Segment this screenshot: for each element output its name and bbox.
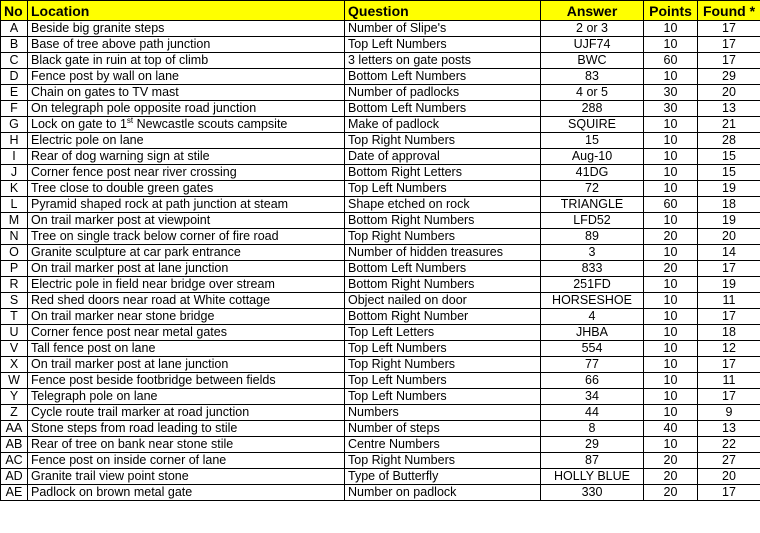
header-question: Question xyxy=(345,1,541,21)
cell-location: Cycle route trail marker at road junction xyxy=(28,405,345,421)
cell-no: X xyxy=(1,357,28,373)
table-row xyxy=(1,325,760,341)
cell-no: W xyxy=(1,373,28,389)
cell-points: 20 xyxy=(644,229,698,245)
table-row xyxy=(1,53,760,69)
cell-answer: 833 xyxy=(541,261,644,277)
cell-location: Chain on gates to TV mast xyxy=(28,85,345,101)
header-answer: Answer xyxy=(541,1,644,21)
cell-no: P xyxy=(1,261,28,277)
cell-question: Top Right Numbers xyxy=(345,453,541,469)
cell-question: Bottom Left Numbers xyxy=(345,101,541,117)
header-row xyxy=(1,1,760,21)
cell-answer: 4 or 5 xyxy=(541,85,644,101)
cell-answer: 3 xyxy=(541,245,644,261)
cell-points: 20 xyxy=(644,469,698,485)
cell-location: On trail marker post at lane junction xyxy=(28,261,345,277)
cell-location: Fence post by wall on lane xyxy=(28,69,345,85)
cell-points: 20 xyxy=(644,261,698,277)
cell-points: 10 xyxy=(644,341,698,357)
cell-points: 10 xyxy=(644,309,698,325)
table-row xyxy=(1,21,760,37)
cell-found: 27 xyxy=(698,453,760,469)
cell-no: AC xyxy=(1,453,28,469)
table-row xyxy=(1,453,760,469)
cell-question: Number on padlock xyxy=(345,485,541,501)
cell-points: 20 xyxy=(644,453,698,469)
cell-answer: 554 xyxy=(541,341,644,357)
cell-location: Fence post on inside corner of lane xyxy=(28,453,345,469)
cell-answer: 34 xyxy=(541,389,644,405)
cell-answer: 15 xyxy=(541,133,644,149)
cell-question: Numbers xyxy=(345,405,541,421)
table-row xyxy=(1,181,760,197)
cell-points: 30 xyxy=(644,85,698,101)
location-superscript: st xyxy=(126,116,134,125)
cell-answer: 72 xyxy=(541,181,644,197)
cell-answer: TRIANGLE xyxy=(541,197,644,213)
cell-found: 14 xyxy=(698,245,760,261)
cell-points: 10 xyxy=(644,37,698,53)
cell-answer: 89 xyxy=(541,229,644,245)
table-row xyxy=(1,117,760,133)
cell-answer: 2 or 3 xyxy=(541,21,644,37)
cell-answer: HOLLY BLUE xyxy=(541,469,644,485)
cell-question: Bottom Right Number xyxy=(345,309,541,325)
cell-answer: BWC xyxy=(541,53,644,69)
cell-question: Shape etched on rock xyxy=(345,197,541,213)
cell-no: K xyxy=(1,181,28,197)
cell-found: 19 xyxy=(698,213,760,229)
cell-answer: 8 xyxy=(541,421,644,437)
cell-question: Top Left Numbers xyxy=(345,373,541,389)
cell-points: 60 xyxy=(644,53,698,69)
cell-found: 17 xyxy=(698,389,760,405)
cell-no: M xyxy=(1,213,28,229)
cell-points: 10 xyxy=(644,389,698,405)
cell-answer: 29 xyxy=(541,437,644,453)
cell-question: Top Left Numbers xyxy=(345,181,541,197)
cell-question: Make of padlock xyxy=(345,117,541,133)
cell-answer: SQUIRE xyxy=(541,117,644,133)
cell-answer: 41DG xyxy=(541,165,644,181)
cell-no: AE xyxy=(1,485,28,501)
cell-location: Rear of tree on bank near stone stile xyxy=(28,437,345,453)
cell-found: 11 xyxy=(698,293,760,309)
cell-question: Object nailed on door xyxy=(345,293,541,309)
cell-location: Rear of dog warning sign at stile xyxy=(28,149,345,165)
cell-answer: 44 xyxy=(541,405,644,421)
cell-question: Number of Slipe's xyxy=(345,21,541,37)
cell-no: Y xyxy=(1,389,28,405)
cell-answer: 87 xyxy=(541,453,644,469)
cell-location: Tall fence post on lane xyxy=(28,341,345,357)
cell-location: Granite sculpture at car park entrance xyxy=(28,245,345,261)
table-row xyxy=(1,149,760,165)
table-body xyxy=(1,21,760,501)
cell-location: Electric pole on lane xyxy=(28,133,345,149)
cell-location: Pyramid shaped rock at path junction at steam xyxy=(28,197,345,213)
cell-no: AB xyxy=(1,437,28,453)
cell-no: L xyxy=(1,197,28,213)
cell-location: Tree on single track below corner of fire road xyxy=(28,229,345,245)
table-row xyxy=(1,213,760,229)
cell-no: U xyxy=(1,325,28,341)
table-row xyxy=(1,437,760,453)
cell-found: 17 xyxy=(698,261,760,277)
cell-found: 21 xyxy=(698,117,760,133)
cell-found: 20 xyxy=(698,85,760,101)
cell-no: S xyxy=(1,293,28,309)
cell-points: 10 xyxy=(644,21,698,37)
cell-question: Top Right Numbers xyxy=(345,357,541,373)
cell-location: Base of tree above path junction xyxy=(28,37,345,53)
cell-no: A xyxy=(1,21,28,37)
cell-no: J xyxy=(1,165,28,181)
cell-location: Stone steps from road leading to stile xyxy=(28,421,345,437)
cell-found: 22 xyxy=(698,437,760,453)
cell-question: Top Left Numbers xyxy=(345,341,541,357)
cell-location: Corner fence post near river crossing xyxy=(28,165,345,181)
cell-found: 29 xyxy=(698,69,760,85)
cell-question: Top Left Numbers xyxy=(345,37,541,53)
table-row xyxy=(1,37,760,53)
cell-no: F xyxy=(1,101,28,117)
cell-found: 20 xyxy=(698,469,760,485)
cell-found: 15 xyxy=(698,149,760,165)
cell-location: Red shed doors near road at White cottage xyxy=(28,293,345,309)
cell-location: Granite trail view point stone xyxy=(28,469,345,485)
cell-points: 10 xyxy=(644,325,698,341)
cell-points: 10 xyxy=(644,277,698,293)
location-text-rest: Newcastle scouts campsite xyxy=(133,117,288,131)
cell-points: 10 xyxy=(644,213,698,229)
cell-no: AA xyxy=(1,421,28,437)
cell-no: H xyxy=(1,133,28,149)
cell-points: 40 xyxy=(644,421,698,437)
cell-location: On trail marker near stone bridge xyxy=(28,309,345,325)
cell-no: B xyxy=(1,37,28,53)
cell-question: Bottom Right Letters xyxy=(345,165,541,181)
cell-points: 60 xyxy=(644,197,698,213)
cell-location: Beside big granite steps xyxy=(28,21,345,37)
cell-question: Top Left Numbers xyxy=(345,389,541,405)
cell-answer: 288 xyxy=(541,101,644,117)
cell-found: 17 xyxy=(698,53,760,69)
cell-found: 18 xyxy=(698,197,760,213)
cell-answer: 251FD xyxy=(541,277,644,293)
cell-points: 10 xyxy=(644,181,698,197)
header-points: Points xyxy=(644,1,698,21)
cell-question: 3 letters on gate posts xyxy=(345,53,541,69)
cell-no: N xyxy=(1,229,28,245)
table-row xyxy=(1,389,760,405)
table-row xyxy=(1,357,760,373)
cell-answer: Aug-10 xyxy=(541,149,644,165)
table-row xyxy=(1,101,760,117)
table-row xyxy=(1,69,760,85)
cell-found: 20 xyxy=(698,229,760,245)
cell-location: Telegraph pole on lane xyxy=(28,389,345,405)
cell-location: On trail marker post at lane junction xyxy=(28,357,345,373)
cell-question: Type of Butterfly xyxy=(345,469,541,485)
cell-question: Centre Numbers xyxy=(345,437,541,453)
cell-points: 10 xyxy=(644,437,698,453)
cell-no: D xyxy=(1,69,28,85)
cell-points: 10 xyxy=(644,405,698,421)
cell-answer: 66 xyxy=(541,373,644,389)
cell-points: 10 xyxy=(644,149,698,165)
table-row xyxy=(1,261,760,277)
cell-answer: HORSESHOE xyxy=(541,293,644,309)
cell-question: Top Right Numbers xyxy=(345,133,541,149)
table-row xyxy=(1,197,760,213)
cell-found: 19 xyxy=(698,277,760,293)
cell-answer: JHBA xyxy=(541,325,644,341)
cell-no: I xyxy=(1,149,28,165)
cell-location: Fence post beside footbridge between fields xyxy=(28,373,345,389)
cell-answer: 83 xyxy=(541,69,644,85)
cell-question: Number of hidden treasures xyxy=(345,245,541,261)
cell-location: On telegraph pole opposite road junction xyxy=(28,101,345,117)
table-row xyxy=(1,165,760,181)
cell-no: AD xyxy=(1,469,28,485)
cell-question: Bottom Right Numbers xyxy=(345,277,541,293)
cell-found: 17 xyxy=(698,309,760,325)
cell-question: Bottom Left Numbers xyxy=(345,261,541,277)
cell-found: 13 xyxy=(698,421,760,437)
table-row xyxy=(1,485,760,501)
cell-location: Electric pole in field near bridge over stream xyxy=(28,277,345,293)
cell-location: Corner fence post near metal gates xyxy=(28,325,345,341)
cell-question: Bottom Left Numbers xyxy=(345,69,541,85)
cell-found: 11 xyxy=(698,373,760,389)
cell-location: On trail marker post at viewpoint xyxy=(28,213,345,229)
cell-question: Top Left Letters xyxy=(345,325,541,341)
cell-points: 30 xyxy=(644,101,698,117)
cell-points: 10 xyxy=(644,373,698,389)
cell-question: Date of approval xyxy=(345,149,541,165)
table-row xyxy=(1,405,760,421)
cell-found: 17 xyxy=(698,37,760,53)
cell-no: Z xyxy=(1,405,28,421)
cell-found: 15 xyxy=(698,165,760,181)
cell-points: 10 xyxy=(644,69,698,85)
cell-points: 10 xyxy=(644,293,698,309)
cell-found: 17 xyxy=(698,485,760,501)
cell-location: Padlock on brown metal gate xyxy=(28,485,345,501)
cell-found: 17 xyxy=(698,21,760,37)
cell-no: C xyxy=(1,53,28,69)
header-found: Found * xyxy=(698,1,760,21)
header-no: No xyxy=(1,1,28,21)
cell-no: E xyxy=(1,85,28,101)
table-row xyxy=(1,373,760,389)
table-row xyxy=(1,469,760,485)
cell-found: 18 xyxy=(698,325,760,341)
cell-found: 13 xyxy=(698,101,760,117)
cell-answer: UJF74 xyxy=(541,37,644,53)
cell-points: 10 xyxy=(644,133,698,149)
cell-points: 10 xyxy=(644,117,698,133)
table-row xyxy=(1,85,760,101)
header-location: Location xyxy=(28,1,345,21)
table-row xyxy=(1,229,760,245)
cell-answer: LFD52 xyxy=(541,213,644,229)
cell-no: V xyxy=(1,341,28,357)
cell-location xyxy=(28,117,345,133)
cell-no: O xyxy=(1,245,28,261)
table-row xyxy=(1,309,760,325)
cell-found: 9 xyxy=(698,405,760,421)
table-row xyxy=(1,293,760,309)
cell-points: 20 xyxy=(644,485,698,501)
location-text: Lock on gate to 1 xyxy=(31,117,127,131)
cell-answer: 4 xyxy=(541,309,644,325)
cell-no: T xyxy=(1,309,28,325)
cell-answer: 330 xyxy=(541,485,644,501)
cell-answer: 77 xyxy=(541,357,644,373)
cell-question: Number of steps xyxy=(345,421,541,437)
cell-found: 19 xyxy=(698,181,760,197)
cell-no: G xyxy=(1,117,28,133)
table-row xyxy=(1,341,760,357)
table-row xyxy=(1,277,760,293)
cell-question: Top Right Numbers xyxy=(345,229,541,245)
cell-points: 10 xyxy=(644,357,698,373)
cell-question: Number of padlocks xyxy=(345,85,541,101)
cell-location: Black gate in ruin at top of climb xyxy=(28,53,345,69)
cell-no: R xyxy=(1,277,28,293)
cell-location: Tree close to double green gates xyxy=(28,181,345,197)
cell-points: 10 xyxy=(644,165,698,181)
table-row xyxy=(1,245,760,261)
table-row xyxy=(1,421,760,437)
cell-found: 17 xyxy=(698,357,760,373)
cell-found: 12 xyxy=(698,341,760,357)
cell-found: 28 xyxy=(698,133,760,149)
table-row xyxy=(1,133,760,149)
cell-points: 10 xyxy=(644,245,698,261)
cell-question: Bottom Right Numbers xyxy=(345,213,541,229)
